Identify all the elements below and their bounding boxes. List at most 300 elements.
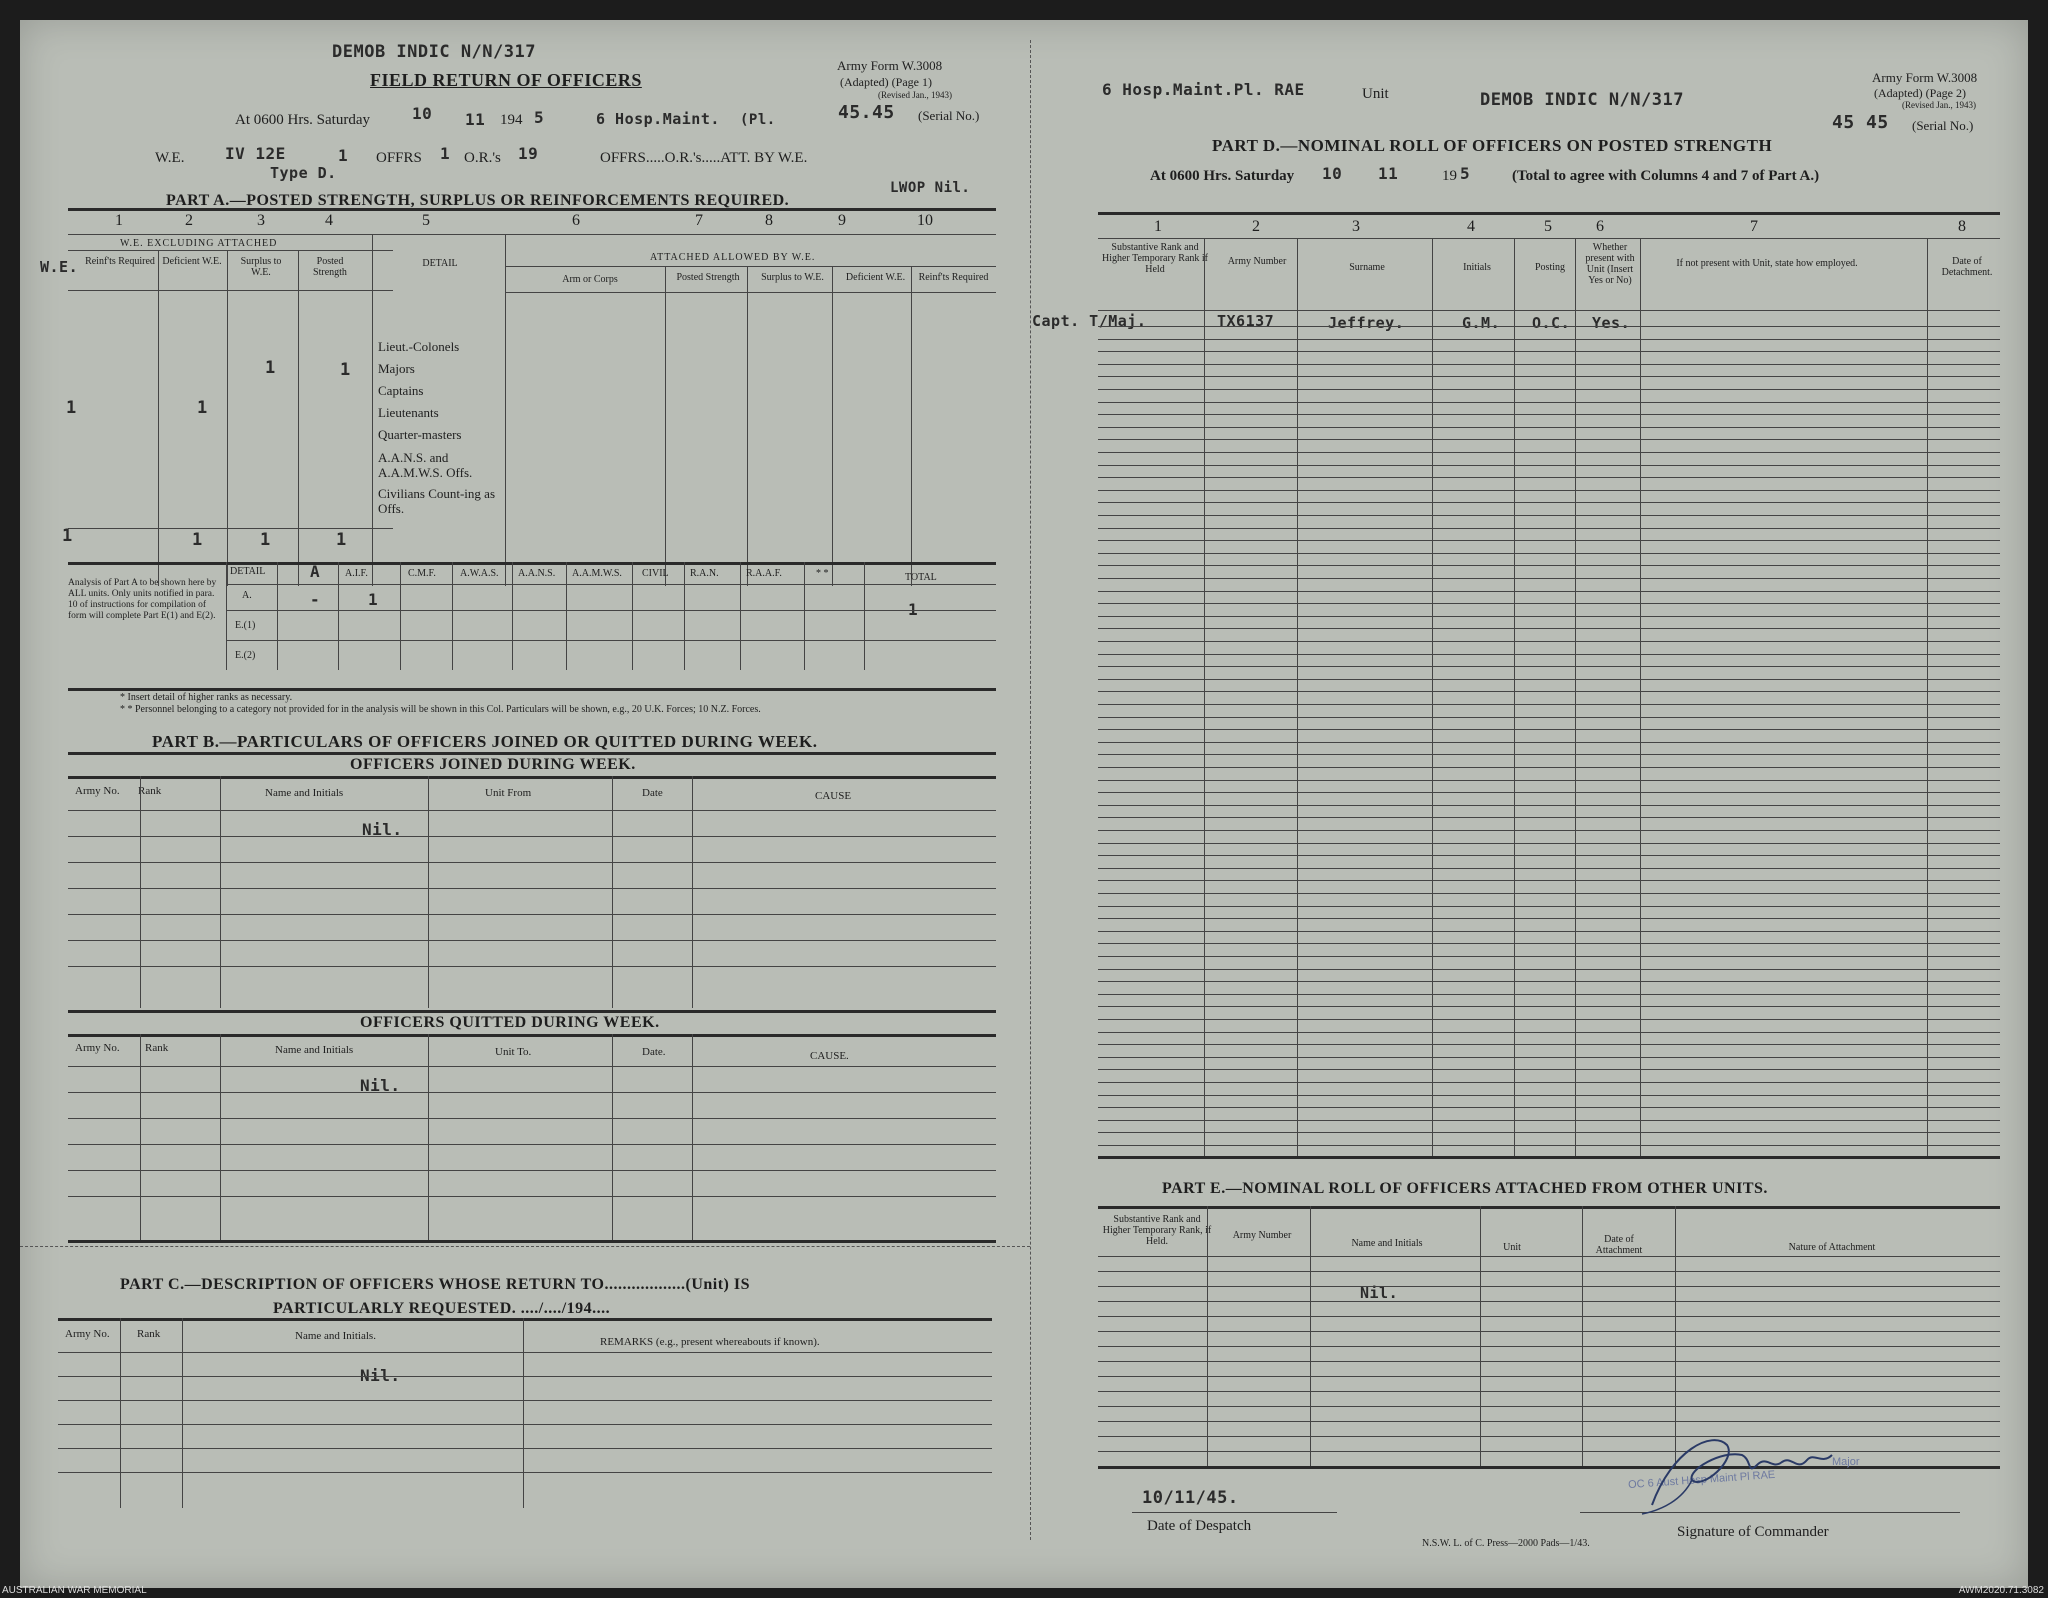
rank-civilians: Civilians Count-ing as Offs. <box>378 486 495 516</box>
ruled-line <box>1098 1069 2000 1070</box>
footnote-1: * Insert detail of higher ranks as necessary. <box>120 692 293 703</box>
year-prefix: 194 <box>500 112 523 128</box>
ruled-line <box>1098 817 2000 818</box>
ruled-line <box>1098 792 2000 793</box>
ruled-line <box>1098 1120 2000 1121</box>
rule <box>68 1066 996 1067</box>
unit-suffix: (Pl. <box>740 112 776 128</box>
form-title: FIELD RETURN OF OFFICERS <box>370 70 642 90</box>
rule <box>632 562 633 670</box>
col-num-7: 7 <box>695 212 703 229</box>
e-head-unit: Unit <box>1503 1242 1521 1253</box>
ruled-line <box>1098 402 2000 403</box>
rule <box>68 1034 996 1037</box>
ruled-line <box>1098 956 2000 957</box>
analysis-head-a: A <box>310 562 321 581</box>
r-head-present: Whether present with Unit (Insert Yes or No) <box>1585 242 1635 286</box>
e-head-date: Date of Attachment <box>1595 1234 1643 1256</box>
rule <box>505 266 996 267</box>
r-col-num-8: 8 <box>1958 218 1966 235</box>
r-col-num-4: 4 <box>1467 218 1475 235</box>
rule <box>58 1400 992 1401</box>
adapted-label-r: (Adapted) (Page 2) <box>1874 86 1966 100</box>
rule <box>182 1318 183 1508</box>
ruled-line <box>1098 452 2000 453</box>
ruled-line <box>1098 1406 2000 1407</box>
rank-lt-col: Lieut.-Colonels <box>378 339 460 354</box>
ruled-line <box>1098 502 2000 503</box>
analysis-head-civil: CIVIL <box>642 568 669 579</box>
part-e-title: PART E.—NOMINAL ROLL OF OFFICERS ATTACHED FROM OTHER UNITS. <box>1162 1180 1768 1197</box>
ruled-line <box>1098 1376 2000 1377</box>
ruled-line <box>1098 528 2000 529</box>
offrs-label: OFFRS <box>376 150 422 166</box>
part-d-title: PART D.—NOMINAL ROLL OF OFFICERS ON POSTED STRENGTH <box>1212 136 1773 155</box>
rule <box>1098 310 2000 311</box>
joined-title: OFFICERS JOINED DURING WEEK. <box>350 756 636 773</box>
ruled-line <box>1098 1421 2000 1422</box>
roll-posting: O.C. <box>1532 314 1571 332</box>
ruled-line <box>1098 1006 2000 1007</box>
we-label: W.E. <box>155 150 185 166</box>
rule <box>158 250 159 586</box>
joined-head-date: Date <box>642 787 663 799</box>
ruled-line <box>1098 704 2000 705</box>
page-fold <box>1030 40 1031 1540</box>
rule <box>1098 1206 2000 1209</box>
ruled-line <box>1098 969 2000 970</box>
ruled-line <box>1098 805 2000 806</box>
joined-head-name: Name and Initials <box>265 787 344 799</box>
footer-left: AUSTRALIAN WAR MEMORIAL <box>2 1585 147 1596</box>
rule <box>400 562 401 670</box>
page-1 <box>20 20 1030 1588</box>
head-posted: Posted Strength <box>313 256 347 278</box>
rule <box>68 1010 996 1013</box>
rule <box>68 1170 996 1171</box>
ruled-line <box>1098 540 2000 541</box>
r-head-surname: Surname <box>1349 262 1385 273</box>
rule <box>1098 1466 2000 1469</box>
rule <box>220 1034 221 1240</box>
rule <box>68 688 996 691</box>
year-digit-r: 5 <box>1460 164 1471 183</box>
ruled-line <box>1098 754 2000 755</box>
rule <box>58 1448 992 1449</box>
analysis-head-other: * * <box>816 568 829 579</box>
rule <box>512 562 513 670</box>
at-time-label: At 0600 Hrs. Saturday <box>235 112 370 128</box>
rule <box>298 250 299 586</box>
joined-head-armyno: Army No. <box>75 785 120 797</box>
joined-head-unit: Unit From <box>485 787 532 799</box>
quitted-nil: Nil. <box>360 1076 401 1095</box>
ruled-line <box>1098 490 2000 491</box>
ruled-line <box>1098 918 2000 919</box>
analysis-head-detail: DETAIL <box>230 566 266 577</box>
rule <box>665 266 666 586</box>
ruled-line <box>1098 565 2000 566</box>
serial-typed: 45.45 <box>838 102 895 123</box>
rank-majors: Majors <box>378 361 415 376</box>
rule <box>220 776 221 1008</box>
rule <box>864 562 865 670</box>
quitted-head-armyno: Army No. <box>75 1042 120 1054</box>
majors-posted: 1 <box>340 360 351 380</box>
rule <box>68 862 996 863</box>
footer-right: AWM2020.71.3082 <box>1958 1585 2044 1596</box>
rule <box>1575 238 1576 1156</box>
part-b-title: PART B.—PARTICULARS OF OFFICERS JOINED OR QUITTED DURING WEEK. <box>152 732 818 751</box>
analysis-head-ran: R.A.N. <box>690 568 719 579</box>
analysis-head-cmf: C.M.F. <box>408 568 436 579</box>
rule <box>1098 212 2000 215</box>
rule <box>226 562 227 670</box>
we-excluding-header: W.E. EXCLUDING ATTACHED <box>120 238 278 249</box>
ruled-line <box>1098 1132 2000 1133</box>
r-col-num-3: 3 <box>1352 218 1360 235</box>
head-posted-att: Posted Strength <box>676 272 740 283</box>
joined-nil: Nil. <box>362 820 403 839</box>
unit-typed-r: 6 Hosp.Maint.Pl. RAE <box>1102 80 1305 99</box>
ruled-line <box>1098 931 2000 932</box>
demob-stamp-r: DEMOB INDIC N/N/317 <box>1480 90 1684 110</box>
r-head-armyno: Army Number <box>1227 256 1287 267</box>
rank-captains: Captains <box>378 383 424 398</box>
ruled-line <box>1098 1391 2000 1392</box>
rule <box>68 810 996 811</box>
stamp-rank: Major <box>1832 1456 1860 1468</box>
analysis-row-e1: E.(1) <box>235 620 256 631</box>
ruled-line <box>1098 729 2000 730</box>
analysis-note: Analysis of Part A to be shown here by ALL units. Only units notified in para. 10 of instructions for compilation of form will complete Part E(1) and E(2). <box>68 578 217 621</box>
rule <box>612 776 613 1008</box>
ruled-line <box>1098 717 2000 718</box>
joined-head-rank: Rank <box>138 785 162 797</box>
r-head-detach: Date of Detachment. <box>1941 256 1993 278</box>
ruled-line <box>1098 767 2000 768</box>
rule <box>68 234 996 235</box>
part-c-head-armyno: Army No. <box>65 1328 110 1340</box>
ruled-line <box>1098 1271 2000 1272</box>
rule <box>804 562 805 670</box>
ruled-line <box>1098 893 2000 894</box>
rule <box>68 290 393 291</box>
head-arm: Arm or Corps <box>562 274 618 285</box>
head-deficient-att: Deficient W.E. <box>845 272 906 283</box>
army-form-label-r: Army Form W.3008 <box>1872 70 1978 85</box>
col-num-9: 9 <box>838 212 846 229</box>
printer-imprint: N.S.W. L. of C. Press—2000 Pads—1/43. <box>1422 1538 1590 1549</box>
rule <box>68 1144 996 1145</box>
page-2 <box>1032 20 2028 1588</box>
rule <box>68 836 996 837</box>
unit-typed: 6 Hosp.Maint. <box>596 110 720 128</box>
rule <box>120 1318 121 1508</box>
year-typed: 5 <box>534 108 545 127</box>
ruled-line <box>1098 654 2000 655</box>
analysis-a-total: 1 <box>908 600 919 619</box>
ruled-line <box>1098 553 2000 554</box>
head-surplus-att: Surplus to W.E. <box>761 272 824 283</box>
rule <box>1927 238 1928 1156</box>
ruled-line <box>1098 679 2000 680</box>
ruled-line <box>1098 691 2000 692</box>
ruled-line <box>1098 1451 2000 1452</box>
r-head-posting: Posting <box>1534 262 1565 273</box>
rule <box>68 562 996 565</box>
analysis-head-raaf: R.A.A.F. <box>746 568 782 579</box>
ruled-line <box>1098 855 2000 856</box>
ruled-line <box>1098 1145 2000 1146</box>
ors-label: O.R.'s <box>464 150 501 166</box>
rank-aans: A.A.N.S. and A.A.M.W.S. Offs. <box>378 450 473 480</box>
r-col-num-6: 6 <box>1596 218 1604 235</box>
rule <box>58 1352 992 1353</box>
analysis-head-total: TOTAL <box>905 572 937 583</box>
rule <box>1207 1206 1208 1466</box>
quitted-head-date: Date. <box>642 1046 666 1058</box>
ruled-line <box>1098 906 2000 907</box>
rule <box>1204 238 1205 1156</box>
total-deficient: 1 <box>192 530 203 550</box>
ruled-line <box>1098 981 2000 982</box>
ruled-line <box>1098 843 2000 844</box>
rule <box>68 528 393 529</box>
rule <box>68 1240 996 1243</box>
ruled-line <box>1098 628 2000 629</box>
cut-line <box>20 1246 1030 1247</box>
part-c-head-name: Name and Initials. <box>295 1330 376 1342</box>
e-head-name: Name and Initials <box>1351 1238 1423 1249</box>
total-surplus: 1 <box>260 530 271 550</box>
rank-list <box>378 336 498 516</box>
rule <box>1098 1156 2000 1159</box>
ors-typed: 19 <box>518 144 539 163</box>
roll-surname: Jeffrey. <box>1328 314 1405 332</box>
ruled-line <box>1098 439 2000 440</box>
lieut-reinf: 1 <box>66 398 77 418</box>
rule <box>832 266 833 586</box>
r-col-num-5: 5 <box>1544 218 1552 235</box>
rule <box>566 562 567 670</box>
adapted-label: (Adapted) (Page 1) <box>840 75 932 89</box>
rule <box>1098 238 2000 239</box>
ruled-line <box>1098 351 2000 352</box>
rank-qm: Quarter-masters <box>378 427 462 442</box>
rule <box>505 292 996 293</box>
rule <box>747 266 748 586</box>
rule <box>684 562 685 670</box>
roll-rank: Capt. T/Maj. <box>1032 312 1147 330</box>
e-head-rank: Substantive Rank and Higher Temporary Rank, if Held. <box>1102 1214 1212 1247</box>
rule <box>277 562 278 670</box>
rule <box>68 888 996 889</box>
part-c-head-rank: Rank <box>137 1328 161 1340</box>
ruled-line <box>1098 943 2000 944</box>
rule <box>68 966 996 967</box>
year-typed-r: 19 <box>1442 168 1457 184</box>
serial-label: (Serial No.) <box>918 108 980 123</box>
ruled-line <box>1098 1316 2000 1317</box>
quitted-title: OFFICERS QUITTED DURING WEEK. <box>360 1014 660 1031</box>
part-e-nil: Nil. <box>1360 1284 1399 1302</box>
revised-label: (Revised Jan., 1943) <box>878 90 952 100</box>
we-typed: IV 12E <box>225 144 286 163</box>
roll-present: Yes. <box>1592 314 1631 332</box>
col-num-6: 6 <box>572 212 580 229</box>
col-num-2: 2 <box>185 212 193 229</box>
date-typed-r: 10 <box>1322 164 1343 183</box>
quitted-head-cause: CAUSE. <box>810 1050 849 1062</box>
rule <box>226 640 996 641</box>
analysis-head-aamws: A.A.M.W.S. <box>572 568 622 579</box>
ruled-line <box>1098 414 2000 415</box>
majors-surplus: 1 <box>265 358 276 378</box>
rule <box>523 1318 524 1508</box>
ruled-line <box>1098 1346 2000 1347</box>
despatch-date: 10/11/45. <box>1142 1488 1239 1508</box>
signature-label: Signature of Commander <box>1677 1524 1829 1540</box>
date-month: 11 <box>465 110 486 129</box>
rule <box>1480 1206 1481 1466</box>
demob-stamp: DEMOB INDIC N/N/317 <box>332 42 536 62</box>
rule <box>372 234 373 586</box>
despatch-label: Date of Despatch <box>1147 1518 1252 1534</box>
ruled-line <box>1098 994 2000 995</box>
rule <box>68 250 393 251</box>
rule <box>505 234 506 586</box>
ruled-line <box>1098 1095 2000 1096</box>
rule <box>911 266 912 586</box>
head-reinf-att: Reinf'ts Required <box>918 272 989 283</box>
rule <box>58 1376 992 1377</box>
ruled-line <box>1098 603 2000 604</box>
rule <box>58 1318 992 1321</box>
r-col-num-2: 2 <box>1252 218 1260 235</box>
ruled-line <box>1098 830 2000 831</box>
head-deficient: Deficient W.E. <box>162 256 222 267</box>
lwop-typed: LWOP Nil. <box>890 180 971 196</box>
e-head-armyno: Army Number <box>1232 1230 1292 1241</box>
analysis-a-aif: 1 <box>368 590 379 609</box>
col-num-8: 8 <box>765 212 773 229</box>
rule <box>452 562 453 670</box>
rule <box>612 1034 613 1240</box>
ruled-line <box>1098 578 2000 579</box>
rule <box>692 1034 693 1240</box>
month-typed-r: 11 <box>1378 164 1399 183</box>
ruled-line <box>1098 880 2000 881</box>
analysis-a-a: - <box>310 590 321 609</box>
rule <box>140 1034 141 1240</box>
footnote-2: * * Personnel belonging to a category not provided for in the analysis will be shown in this Col. Particulars will be shown, e.g., 20 U.K. Forces; 10 N.Z. Forces. <box>120 704 761 715</box>
ruled-line <box>1098 641 2000 642</box>
rule <box>68 940 996 941</box>
rule <box>58 1472 992 1473</box>
part-c-title: PART C.—DESCRIPTION OF OFFICERS WHOSE RETURN TO..................(Unit) IS <box>120 1276 751 1293</box>
unit-stamp: OC 6 Aust Hosp Maint Pl RAE <box>1627 1468 1776 1492</box>
ruled-line <box>1098 780 2000 781</box>
offrs-typed: 1 <box>338 146 349 165</box>
col-num-3: 3 <box>257 212 265 229</box>
ruled-line <box>1098 591 2000 592</box>
rule <box>692 776 693 1008</box>
rule <box>68 776 996 779</box>
rule <box>140 776 141 1008</box>
ruled-line <box>1098 389 2000 390</box>
rule <box>1297 238 1298 1156</box>
rule <box>428 1034 429 1240</box>
offrs-value: 1 <box>440 144 451 163</box>
quitted-head-unit: Unit To. <box>495 1046 532 1058</box>
ruled-line <box>1098 1044 2000 1045</box>
unit-label-r: Unit <box>1362 86 1389 102</box>
type-typed: Type D. <box>270 164 337 182</box>
r-col-num-1: 1 <box>1154 218 1162 235</box>
col-num-10: 10 <box>917 212 933 229</box>
ruled-line <box>1098 1082 2000 1083</box>
head-reinf: Reinf'ts Required <box>85 256 155 267</box>
ruled-line <box>1098 339 2000 340</box>
rule <box>740 562 741 670</box>
ruled-line <box>1098 515 2000 516</box>
analysis-head-awas: A.W.A.S. <box>460 568 499 579</box>
r-head-employed: If not present with Unit, state how employed. <box>1676 258 1858 269</box>
rule <box>68 208 996 211</box>
ruled-line <box>1098 1057 2000 1058</box>
ruled-line <box>1098 1107 2000 1108</box>
attached-allowed-header: ATTACHED ALLOWED BY W.E. <box>650 252 816 263</box>
ruled-line <box>1098 376 2000 377</box>
total-reinf: 1 <box>62 526 73 546</box>
ruled-line <box>1098 477 2000 478</box>
rule <box>68 914 996 915</box>
quitted-head-rank: Rank <box>145 1042 169 1054</box>
attached-label: OFFRS.....O.R.'s.....ATT. BY W.E. <box>600 150 808 166</box>
serial-typed-r: 45 45 <box>1832 112 1889 133</box>
ruled-line <box>1098 326 2000 327</box>
ruled-line <box>1098 666 2000 667</box>
rule <box>1132 1512 1337 1513</box>
rule <box>58 1424 992 1425</box>
part-a-title: PART A.—POSTED STRENGTH, SURPLUS OR REINFORCEMENTS REQUIRED. <box>166 192 790 209</box>
ruled-line <box>1098 1331 2000 1332</box>
r-head-initials: Initials <box>1463 262 1491 273</box>
ruled-line <box>1098 868 2000 869</box>
total-note-r: (Total to agree with Columns 4 and 7 of Part A.) <box>1512 168 1820 184</box>
rule <box>428 776 429 1008</box>
ruled-line <box>1098 465 2000 466</box>
head-surplus: Surplus to W.E. <box>240 256 282 278</box>
lieut-deficient: 1 <box>197 398 208 418</box>
r-col-num-7: 7 <box>1750 218 1758 235</box>
total-posted: 1 <box>336 530 347 550</box>
analysis-head-aans: A.A.N.S. <box>518 568 556 579</box>
e-head-nature: Nature of Attachment <box>1788 1242 1876 1253</box>
ruled-line <box>1098 742 2000 743</box>
r-head-rank: Substantive Rank and Higher Temporary Rank if Held <box>1101 242 1209 275</box>
ruled-line <box>1098 427 2000 428</box>
ruled-line <box>1098 1286 2000 1287</box>
rule <box>338 562 339 670</box>
col-num-1: 1 <box>115 212 123 229</box>
rule <box>227 250 228 586</box>
army-form-label: Army Form W.3008 <box>837 58 943 73</box>
date-day: 10 <box>412 104 433 123</box>
document-sheet <box>20 20 2028 1588</box>
quitted-head-name: Name and Initials <box>275 1044 354 1056</box>
